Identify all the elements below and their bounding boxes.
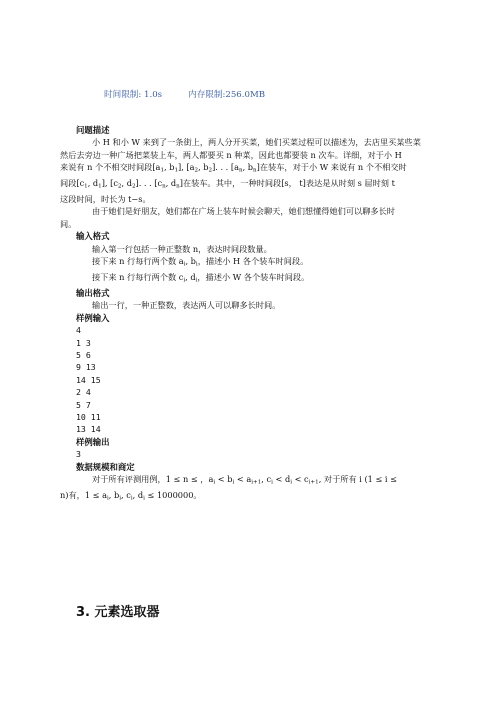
desc-line-1: 小 H 和小 W 来到了一条街上，两人分开买菜，她们买菜过程可以描述为，去店里买某些菜 [92,137,421,148]
memory-limit: 内存限制:256.0MB [188,90,266,100]
sample-output-heading: 样例输出 [76,436,110,447]
sample-input-line: 13 14 [76,424,101,435]
sample-input-heading: 样例输入 [76,312,110,323]
sample-input [76,324,426,436]
input-line-3: 接下来 n 行每行两个数 $c_i$, $d_i$，描述小 W 各个装车时间段。 [92,271,310,284]
input-line-1: 输入第一行包括一种正整数 n，表达时间段数量。 [92,243,272,254]
scale-line-2: n)有，$1 \le a_i$, $b_i$, $c_i$, $d_i \le 1000000$。 [60,489,202,502]
sample-input-line: 1 3 [76,337,91,348]
problem-content [60,124,426,505]
scale-paragraph: 对于所有评测用例，1 ≤ n ≤ ，$a_i < b_i < a_{i+1}$, $c_i < d_i < c_{i+1}$, 对于所有 i (1 ≤ i ≤ n)有，$1 \le a_i$, $b_i$, $c_i$, $d_i \le 1000000$。 [76,473,426,505]
sample-output-line: 3 [76,449,81,460]
sample-input-line: 10 11 [76,411,101,422]
input-line-3-text: 接下来 n 行每行两个数 c [92,271,184,282]
description-paragraph [60,136,426,205]
sample-input-line: 4 [76,325,81,336]
time-limit: 时间限制: 1.0s [104,90,163,100]
limits-line [104,88,265,100]
output-heading: 输出格式 [76,287,110,298]
input-line-2-post: ，描述小 H 各个装车时间段。 [197,256,309,267]
desc-line-3-text: 来说有 n 个不相交时间段[a [60,162,161,173]
sample-output [76,448,426,460]
input-line-2-text: 接下来 n 行每行两个数 a [92,256,184,267]
scale-heading: 数据规模和商定 [76,461,135,472]
input-heading: 输入格式 [76,231,110,242]
scale-line-1: 对于所有评测用例，1 ≤ n ≤ ，a [92,473,214,484]
desc-line-4: 间段[$c_1$, $d_1$], [$c_2$, $d_2$]. . . [$c_n$, $d_n$]在装车。其中，一种时间段[s， t]表达是从时刻 s 屇时刻 t [60,178,395,190]
input-line-2: 接下来 n 行每行两个数 $a_i$, $b_i$，描述小 H 各个装车时间段。 [92,256,309,268]
sample-input-line: 2 4 [76,387,91,398]
input-line-3-post: ，描述小 W 各个装车时间段。 [197,271,310,282]
desc2-line-2: 间。 [60,218,77,229]
desc-line-2: 然后去旁边一种广场把菜装上车，两人都要买 n 种菜，因此也都要装 n 次车。详细，对于小 H [60,149,402,160]
desc2-line-1: 由于她们是好朋友，她们都在广场上装车时候会聊天，她们想懂得她们可以聊多长时 [92,206,395,217]
desc-line-4-text: 间段[c [60,178,85,189]
sample-input-line: 14 15 [76,374,101,385]
sample-input-line: 5 6 [76,349,91,360]
description-paragraph-2 [60,205,426,230]
sample-input-line: 9 13 [76,362,96,373]
description-heading: 问题描述 [76,125,110,135]
desc-line-3: 来说有 n 个不相交时间段[$a_1$, $b_1$], [$a_2$, $b_2$]. . . [$a_n$, $b_n$]在装车，对于小 W 来说有 n 个不相交时 [60,162,407,174]
scale-line-2-text: n)有，1 ≤ a [60,489,107,500]
sample-input-line: 5 7 [76,399,91,410]
desc-line-5: 这段时间，时长为 t−s。 [60,194,151,205]
output-line-1: 输出一行，一种正整数，表达两人可以聊多长时间。 [92,300,281,311]
chapter-title: 3. 元素选取器 [76,605,160,620]
